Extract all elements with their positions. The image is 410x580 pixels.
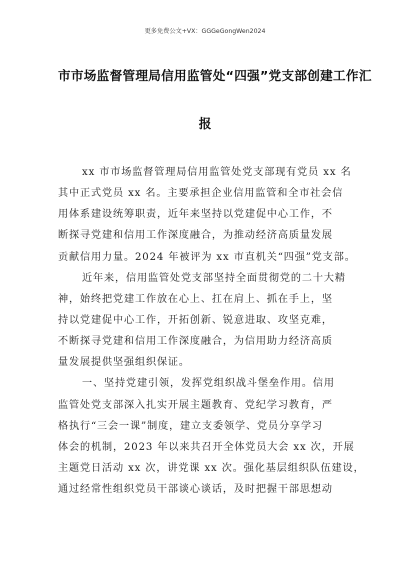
paragraph-line: 近年来，信用监管处党支部坚持全面贯彻党的二十大精 — [82, 272, 346, 284]
paragraph-line: 量发展提供坚强组织保证。 — [58, 357, 190, 369]
document-title: 市市场监督管理局信用监管处“四强”党支部创建工作汇 — [58, 68, 372, 83]
document-title-continuation: 报 — [198, 116, 212, 131]
paragraph-line: 监管处党支部深入扎实开展主题教育、党纪学习教育，严 — [58, 399, 333, 411]
paragraph-line: xx 市市场监督管理局信用监管处党支部现有党员 xx 名 — [82, 167, 352, 178]
paragraph-line: 断探寻党建和信用工作深度融合，为推动经济高质量发展 — [58, 230, 333, 242]
header-watermark: 更多免费公文+VX：GGGeGongWen2024 — [144, 28, 266, 35]
paragraph-line: 通过经常性组织党员干部谈心谈话，及时把握干部思想动 — [58, 484, 333, 496]
paragraph-line: 不断探寻党建和信用工作深度融合，为信用助力经济高质 — [58, 336, 333, 348]
paragraph-line: 其中正式党员 xx 名。主要承担企业信用监管和全市社会信 — [58, 188, 344, 200]
paragraph-line: 一、坚持党建引领，发挥党组织战斗堡垒作用。信用 — [82, 378, 335, 390]
document-body — [58, 162, 365, 500]
paragraph-line: 用体系建设统筹职责，近年来坚持以党建促中心工作，不 — [58, 209, 333, 221]
paragraph-line: 主题党日活动 xx 次，讲党课 xx 次。强化基层组织队伍建设， — [58, 462, 365, 474]
paragraph-line: 体会的机制，2023 年以来共召开全体党员大会 xx 次，开展 — [58, 441, 355, 453]
paragraph-line: 持以党建促中心工作，开拓创新、锐意进取、攻坚克难， — [58, 314, 333, 326]
paragraph-line: 神，始终把党建工作放在心上、扛在肩上、抓在手上，坚 — [58, 293, 333, 305]
paragraph-line: 格执行“三会一课”制度，建立支委领学、党员分享学习 — [58, 420, 323, 432]
paragraph-line: 贡献信用力量。2024 年被评为 xx 市直机关“四强”党支部。 — [58, 251, 356, 263]
